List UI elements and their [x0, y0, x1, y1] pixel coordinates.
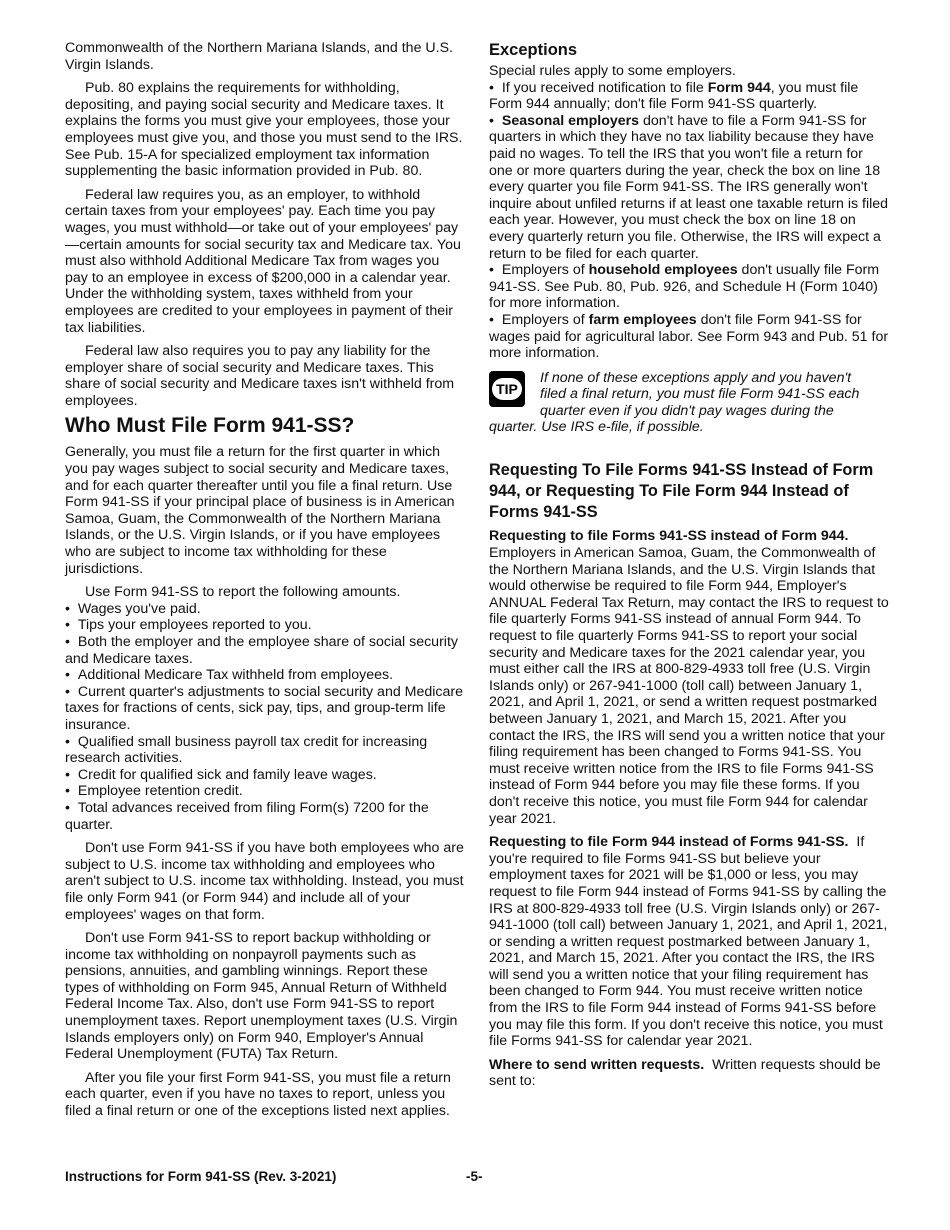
exception-item: • If you received notification to file Form 944, you must file Form 944 annually; don't file Form 941-SS quarterly.	[489, 80, 889, 113]
tip-callout	[489, 370, 889, 436]
paragraph: Requesting to file Forms 941-SS instead of Form 944. Employers in American Samoa, Guam, the Commonwealth of the Northern Mariana Islands, and the U.S. Virgin Islands that would otherwise be required to file Form 944, Employer's ANNUAL Federal Tax Return, may contact the IRS to request to file quarterly Forms 941-SS instead of annual Form 944. To request to file quarterly Forms 941-SS to report your social security and Medicare taxes for the 2021 calendar year, you must either call the IRS at 800-829-4933 toll free (U.S. Virgin Islands only) or 267-941-1000 (toll call) between January 1, 2021, and April 1, 2021, or send a written request postmarked between January 1, 2021, and March 15, 2021. After you contact the IRS, the IRS will send you a written notice that your filing requirement has been changed to Forms 941-SS. You must receive written notice from the IRS to file Forms 941-SS instead of Form 944 before you may file these forms. If you don't receive this notice, you must file Form 944 for calendar year 2021.	[489, 528, 889, 827]
exception-item: • Employers of farm employees don't file Form 941-SS for wages paid for agricultural labor. See Form 943 and Pub. 51 for more information.	[489, 312, 889, 362]
paragraph: Federal law also requires you to pay any liability for the employer share of social security and Medicare taxes. This share of social security and Medicare taxes isn't withheld from employees.	[65, 343, 455, 409]
list-item: • Wages you've paid.	[65, 601, 465, 618]
paragraph: Requesting to file Form 944 instead of Forms 941-SS. If you're required to file Forms 941-SS but believe your employment taxes for 2021 will be $1,000 or less, you may request to file Form 944 instead of Forms 941-SS by calling the IRS at 800-829-4933 toll free (U.S. Virgin Islands only) or 267-941-1000 (toll call) between January 1, 2021, and April 1, 2021, or sending a written request postmarked between January 1, 2021, and March 15, 2021. After you contact the IRS, the IRS will send you a written notice that your filing requirement has been changed to Form 944. You must receive written notice from the IRS to file Form 944 instead of Forms 941-SS before you may file this form. If you don't receive this notice, you must file Forms 941-SS for calendar year 2021.	[489, 834, 888, 1050]
amounts-list	[65, 601, 465, 833]
paragraph: Generally, you must file a return for the first quarter in which you pay wages subject to social security and Medicare taxes, and for each quarter thereafter until you file a final return. Use Form 941-SS if your principal place of business is in American Samoa, Guam, the Commonwealth of the Northern Mariana Islands, or the U.S. Virgin Islands, or if you have employees who are subject to income tax withholding for these jurisdictions.	[65, 444, 455, 577]
list-item: • Qualified small business payroll tax credit for increasing research activities.	[65, 734, 465, 767]
paragraph: Federal law requires you, as an employer, to withhold certain taxes from your employees' pay. Each time you pay wages, you must withhold—or take out of your employees' pay—certain amounts for social security tax and Medicare tax. You must also withhold Additional Medicare Tax from wages you pay to an employee in excess of $200,000 in a calendar year. Under the withholding system, taxes withheld from your employees are credited to your employees in payment of their tax liabilities.	[65, 186, 461, 336]
page-number: -5-	[466, 1169, 483, 1184]
exception-item: • Employers of household employees don't usually file Form 941-SS. See Pub. 80, Pub. 926, and Schedule H (Form 1040) for more information.	[489, 262, 889, 312]
right-column	[489, 40, 889, 1090]
paragraph: Use Form 941-SS to report the following amounts.	[85, 584, 401, 601]
tip-text: If none of these exceptions apply and you haven't	[540, 369, 852, 386]
list-item: • Current quarter's adjustments to social security and Medicare taxes for fractions of cents, sick pay, tips, and group-term life insurance.	[65, 684, 465, 734]
exceptions-heading: Exceptions	[489, 41, 578, 59]
paragraph: Special rules apply to some employers.	[489, 63, 736, 79]
list-item: • Credit for qualified sick and family leave wages.	[65, 767, 465, 784]
list-item: • Total advances received from filing Form(s) 7200 for the quarter.	[65, 800, 465, 833]
paragraph: Commonwealth of the Northern Mariana Islands, and the U.S. Virgin Islands.	[65, 40, 453, 73]
section-heading: Who Must File Form 941-SS?	[65, 414, 355, 438]
paragraph: Don't use Form 941-SS to report backup withholding or income tax withholding on nonpayroll payments such as pensions, annuities, and gambling winnings. Report these types of withholding on Form 945, Annual Return of Withheld Federal Income Tax. Also, don't use Form 941-SS to report unemployment taxes. Report unemployment taxes (U.S. Virgin Islands employers only) on Form 940, Employer's Annual Federal Unemployment (FUTA) Tax Return.	[65, 930, 458, 1063]
exception-item: • Seasonal employers don't have to file a Form 941-SS for quarters in which they have no tax liability because they have paid no wages. To tell the IRS that you won't file a return for one or more quarters during the year, check the box on line 18 every quarter you file Form 941-SS. The IRS generally won't inquire about unfiled returns if at least one taxable return is filed each year. However, you must check the box on line 18 on every quarterly return you file. Otherwise, the IRS will expect a return to be filed for each quarter.	[489, 113, 889, 262]
paragraph: After you file your first Form 941-SS, you must file a return each quarter, even if you have no taxes to report, unless you filed a final return or one of the exceptions listed next applies.	[65, 1069, 451, 1120]
list-item: • Both the employer and the employee share of social security and Medicare taxes.	[65, 634, 465, 667]
tip-text: quarter even if you didn't pay wages during the	[540, 402, 834, 419]
list-item: • Additional Medicare Tax withheld from employees.	[65, 667, 465, 684]
list-item: • Employee retention credit.	[65, 783, 465, 800]
left-column	[65, 40, 465, 1120]
paragraph: Pub. 80 explains the requirements for withholding, depositing, and paying social security and Medicare taxes. It explains the forms you must give your employees, those your employees must give you, and those you must send to the IRS. See Pub. 15-A for specialized employment tax information supplementing the basic information provided in Pub. 80.	[65, 80, 463, 180]
footer-title: Instructions for Form 941-SS (Rev. 3-2021)	[65, 1169, 337, 1184]
requesting-heading: Requesting To File Forms 941-SS Instead of Form 944, or Requesting To File Form 944 Instead of Forms 941-SS	[489, 461, 874, 521]
paragraph: Where to send written requests. Written requests should be sent to:	[489, 1056, 881, 1090]
tip-text: filed a final return, you must file Form 941-SS each	[540, 386, 860, 403]
list-item: • Tips your employees reported to you.	[65, 617, 465, 634]
tip-text: quarter. Use IRS e-file, if possible.	[489, 419, 704, 436]
paragraph: Don't use Form 941-SS if you have both employees who are subject to U.S. income tax withholding and employees who aren't subject to U.S. income tax withholding. Instead, you must file only Form 941 (or Form 944) and include all of your employees' wages on that form.	[65, 840, 464, 923]
tip-icon: TIP	[489, 371, 525, 407]
